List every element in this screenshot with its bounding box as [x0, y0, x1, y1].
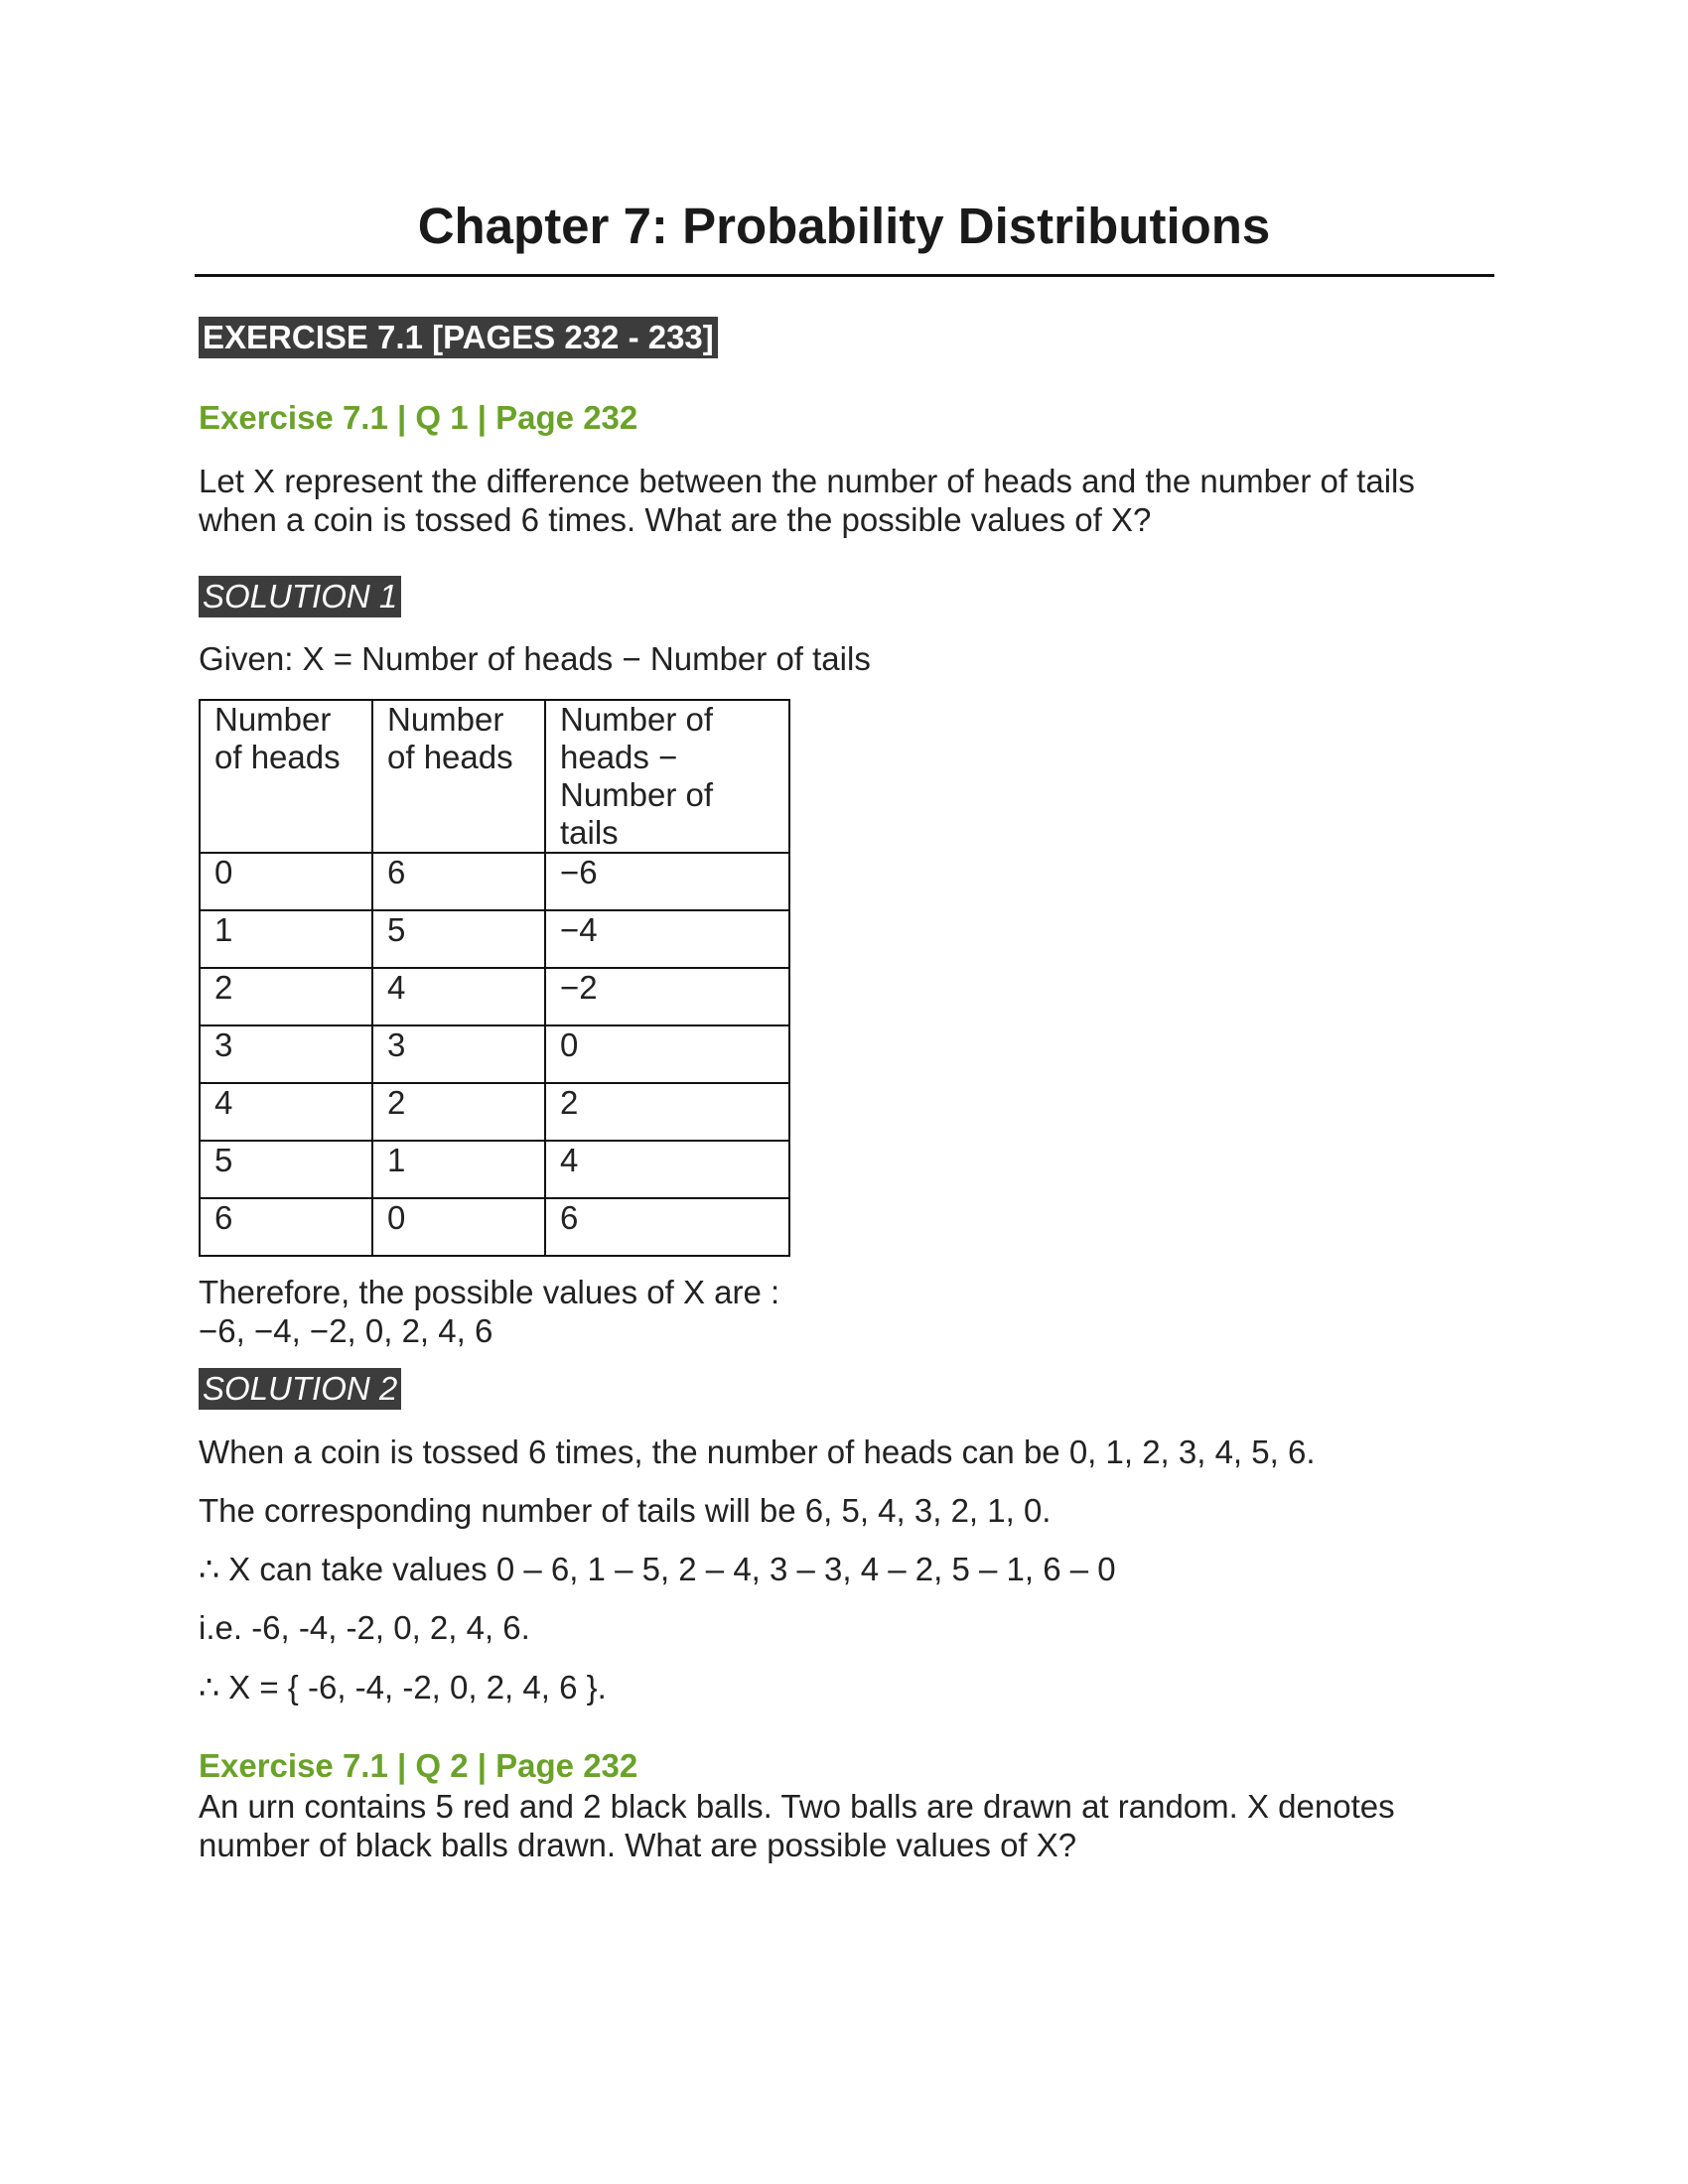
- question-1-heading: Exercise 7.1 | Q 1 | Page 232: [199, 399, 638, 436]
- question-2-heading: Exercise 7.1 | Q 2 | Page 232: [199, 1747, 638, 1784]
- table-cell: 4: [545, 1141, 789, 1198]
- table-row: [200, 853, 789, 910]
- table-cell: 5: [200, 1141, 372, 1198]
- solution-2-line: The corresponding number of tails will be 6, 5, 4, 3, 2, 1, 0.: [199, 1492, 1052, 1529]
- solution-1-conclusion: Therefore, the possible values of X are :: [199, 1274, 780, 1310]
- table-header-cell: Number of heads: [200, 700, 372, 853]
- table-row: [200, 910, 789, 968]
- solution-2-line: i.e. -6, -4, -2, 0, 2, 4, 6.: [199, 1609, 530, 1646]
- table-cell: 0: [372, 1198, 545, 1256]
- table-row: [200, 968, 789, 1025]
- table-row: [200, 1141, 789, 1198]
- solution-2-label: SOLUTION 2: [199, 1368, 401, 1410]
- question-2-text: An urn contains 5 red and 2 black balls. Two balls are drawn at random. X denotes number of black balls drawn. What are possible values of X?: [199, 1788, 1395, 1863]
- solution-2-line: When a coin is tossed 6 times, the number of heads can be 0, 1, 2, 3, 4, 5, 6.: [199, 1433, 1316, 1470]
- heads-tails-table: [199, 699, 790, 1257]
- exercise-banner: EXERCISE 7.1 [PAGES 232 - 233]: [199, 317, 718, 358]
- solution-1-label: SOLUTION 1: [199, 576, 401, 617]
- table-header-cell: Number of heads − Number of tails: [545, 700, 789, 853]
- table-header-cell: Number of heads: [372, 700, 545, 853]
- table-cell: −4: [545, 910, 789, 968]
- table-row: [200, 1025, 789, 1083]
- table-cell: 0: [545, 1025, 789, 1083]
- table-row: [200, 1083, 789, 1141]
- chapter-title: Chapter 7: Probability Distributions: [417, 198, 1271, 254]
- table-cell: 2: [372, 1083, 545, 1141]
- table-cell: 6: [200, 1198, 372, 1256]
- table-cell: 1: [372, 1141, 545, 1198]
- table-cell: 3: [372, 1025, 545, 1083]
- table-cell: 2: [200, 968, 372, 1025]
- table-cell: 3: [200, 1025, 372, 1083]
- solution-1-given: Given: X = Number of heads − Number of tails: [199, 640, 871, 677]
- table-cell: 6: [545, 1198, 789, 1256]
- table-cell: 2: [545, 1083, 789, 1141]
- solution-2-line: ∴ X = { -6, -4, -2, 0, 2, 4, 6 }.: [199, 1669, 607, 1706]
- table-row: [200, 1198, 789, 1256]
- table-header-row: [200, 700, 789, 853]
- table-cell: 0: [200, 853, 372, 910]
- table-cell: −2: [545, 968, 789, 1025]
- table-cell: 1: [200, 910, 372, 968]
- title-divider: [195, 274, 1494, 277]
- table-cell: 4: [372, 968, 545, 1025]
- table-cell: 4: [200, 1083, 372, 1141]
- table-cell: −6: [545, 853, 789, 910]
- question-1-text: Let X represent the difference between the number of heads and the number of tails when a coin is tossed 6 times. What are the possible values of X?: [199, 463, 1415, 538]
- table-cell: 6: [372, 853, 545, 910]
- solution-2-line: ∴ X can take values 0 – 6, 1 – 5, 2 – 4, 3 – 3, 4 – 2, 5 – 1, 6 – 0: [199, 1551, 1116, 1587]
- table-cell: 5: [372, 910, 545, 968]
- solution-1-values: −6, −4, −2, 0, 2, 4, 6: [199, 1312, 493, 1349]
